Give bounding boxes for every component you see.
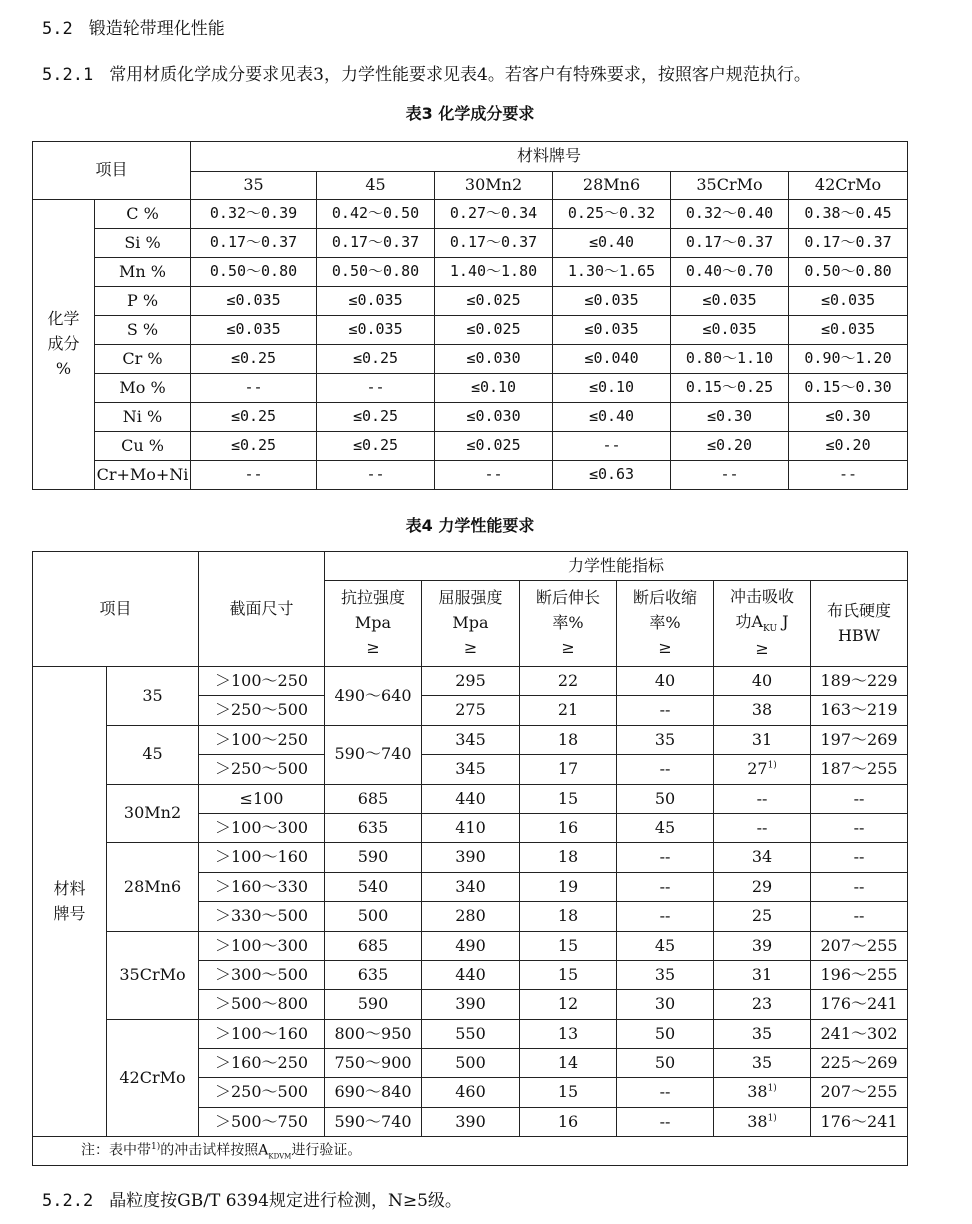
table4-reduction: -- — [617, 902, 714, 931]
table3-row — [33, 229, 908, 258]
table4-col-header-line: 断后收缩 — [633, 588, 698, 608]
table4-yield: 340 — [422, 872, 520, 901]
table3-grade-header: 35 — [191, 172, 317, 200]
table3-cell: -- — [553, 432, 671, 461]
table3-cell: 0.90～1.20 — [789, 345, 908, 374]
table4-tensile: 690～840 — [325, 1078, 422, 1107]
table4-col-header — [422, 581, 520, 667]
table3-cell: ≤0.25 — [191, 403, 317, 432]
table4-yield: 550 — [422, 1019, 520, 1048]
table4-elongation: 18 — [520, 843, 617, 872]
table3-element: S % — [95, 316, 191, 345]
table4-elongation: 19 — [520, 872, 617, 901]
section-title: 锻造轮带理化性能 — [88, 19, 225, 39]
table3-cell: 0.15～0.30 — [789, 374, 908, 403]
table3-cell: ≤0.030 — [435, 403, 553, 432]
table4-col-header-line: HBW — [837, 625, 881, 645]
table3-row — [33, 258, 908, 287]
table3-grade-header: 35CrMo — [671, 172, 789, 200]
clause-number: 5.2.2 — [42, 1191, 94, 1211]
table4-reduction: 45 — [617, 931, 714, 960]
table3-element: Cr % — [95, 345, 191, 374]
impact-value: 34 — [751, 847, 773, 867]
note-end: 进行验证。 — [291, 1142, 362, 1159]
table3-cell: ≤0.035 — [317, 316, 435, 345]
table3-row — [33, 432, 908, 461]
table3-row — [33, 374, 908, 403]
table4-elongation: 12 — [520, 990, 617, 1019]
unit-label: 功A — [735, 611, 764, 631]
table3-cell: 0.15～0.25 — [671, 374, 789, 403]
table3-cell: 0.40～0.70 — [671, 258, 789, 287]
table3-cell: -- — [789, 461, 908, 490]
table3-cell: 0.25～0.32 — [553, 200, 671, 229]
table4-reduction: -- — [617, 1078, 714, 1107]
table4-reduction: 35 — [617, 725, 714, 754]
table4-size: ＞100～160 — [199, 843, 325, 872]
table4-col-header — [714, 581, 811, 667]
table3-cell: -- — [191, 374, 317, 403]
table3-cell: -- — [317, 461, 435, 490]
note-subscript: KDVM — [268, 1152, 292, 1161]
table4-elongation: 18 — [520, 902, 617, 931]
table4-col-header-line: Mpa — [452, 613, 489, 633]
table4-elongation: 22 — [520, 667, 617, 696]
table4-col-header — [325, 581, 422, 667]
table4-size: ＞250～500 — [199, 755, 325, 784]
table4-grade: 28Mn6 — [107, 843, 199, 931]
table4-yield: 390 — [422, 1107, 520, 1136]
table4-col-header — [811, 581, 908, 667]
table4-col-header-line: ≥ — [658, 637, 672, 657]
table4-size: ＞300～500 — [199, 960, 325, 989]
table4-elongation: 15 — [520, 931, 617, 960]
table4-size: ＞100～300 — [199, 931, 325, 960]
table3-grade-header: 30Mn2 — [435, 172, 553, 200]
table4-row — [33, 667, 908, 696]
clause-text: 常用材质化学成分要求见表3，力学性能要求见表4。若客户有特殊要求，按照客户规范执行。 — [109, 65, 811, 85]
table3-cell: ≤0.30 — [671, 403, 789, 432]
table4-yield: 460 — [422, 1078, 520, 1107]
table3-cell: ≤0.20 — [671, 432, 789, 461]
table4-impact — [714, 990, 811, 1019]
table4-reduction: 50 — [617, 784, 714, 813]
table3-cell: ≤0.25 — [317, 432, 435, 461]
table4-impact — [714, 1078, 811, 1107]
table3-cell: ≤0.035 — [191, 287, 317, 316]
footnote-mark: 1) — [767, 760, 777, 771]
table4-reduction: 30 — [617, 990, 714, 1019]
table4-tensile: 750～900 — [325, 1049, 422, 1078]
impact-value: 23 — [751, 994, 773, 1014]
table4-tensile: 685 — [325, 784, 422, 813]
table3-element: Ni % — [95, 403, 191, 432]
table4-hardness: -- — [811, 902, 908, 931]
table4-reduction: 50 — [617, 1049, 714, 1078]
table3-cell: ≤0.035 — [789, 287, 908, 316]
table4-impact — [714, 960, 811, 989]
table4-impact — [714, 902, 811, 931]
table4-elongation: 15 — [520, 784, 617, 813]
table4-impact — [714, 1049, 811, 1078]
table4-hardness: 176～241 — [811, 1107, 908, 1136]
table3-cell: 0.50～0.80 — [317, 258, 435, 287]
table3-cell: 0.17～0.37 — [191, 229, 317, 258]
table4-hardness: 207～255 — [811, 931, 908, 960]
table3-element: C % — [95, 200, 191, 229]
table4-yield: 440 — [422, 960, 520, 989]
table4-yield: 410 — [422, 813, 520, 842]
unit-subscript: KU — [763, 624, 778, 635]
table4-size: ＞250～500 — [199, 696, 325, 725]
table4-impact — [714, 725, 811, 754]
table3-cell: ≤0.035 — [191, 316, 317, 345]
table3-element: Cu % — [95, 432, 191, 461]
table4-col-header — [617, 581, 714, 667]
table4-impact — [714, 755, 811, 784]
table4-hardness: -- — [811, 813, 908, 842]
table3-cell: 0.42～0.50 — [317, 200, 435, 229]
table4-impact — [714, 843, 811, 872]
table3-element: Si % — [95, 229, 191, 258]
table4-impact — [714, 931, 811, 960]
table4-size: ＞330～500 — [199, 902, 325, 931]
table4-tensile: 540 — [325, 872, 422, 901]
table3-cell: ≤0.10 — [435, 374, 553, 403]
table3-cell: ≤0.025 — [435, 316, 553, 345]
table3-row — [33, 316, 908, 345]
table3-row — [33, 345, 908, 374]
table4-impact — [714, 1107, 811, 1136]
chemical-composition-table — [32, 141, 908, 490]
footnote-mark: 1) — [767, 1084, 777, 1095]
table4-elongation: 18 — [520, 725, 617, 754]
table4-size: ＞100～300 — [199, 813, 325, 842]
table4-grade: 35 — [107, 667, 199, 726]
table3-cell: 0.17～0.37 — [789, 229, 908, 258]
impact-value: -- — [756, 788, 768, 808]
table4-col-header — [520, 581, 617, 667]
table4-col-header-line: Mpa — [354, 613, 392, 633]
table3-cell: 0.50～0.80 — [789, 258, 908, 287]
table4-grade: 35CrMo — [107, 931, 199, 1019]
table4-col-header-line: ≥ — [366, 637, 380, 657]
impact-value: 39 — [751, 935, 773, 955]
table3-row — [33, 287, 908, 316]
table3-cell: ≤0.63 — [553, 461, 671, 490]
table4-impact — [714, 872, 811, 901]
table3-group-label-line: 化学 — [47, 309, 80, 329]
table3-cell: ≤0.20 — [789, 432, 908, 461]
table4-tensile: 635 — [325, 813, 422, 842]
table4-elongation: 14 — [520, 1049, 617, 1078]
table4-impact — [714, 784, 811, 813]
table4-size: ＞250～500 — [199, 1078, 325, 1107]
impact-value: 40 — [751, 671, 773, 690]
table4-col-header-line: 断后伸长 — [536, 588, 601, 608]
section-number: 5.2 — [42, 19, 73, 39]
table4-col-header-line: 率% — [649, 613, 681, 633]
table4-grade: 45 — [107, 725, 199, 784]
table4-col-header-line: 布氏硬度 — [827, 600, 892, 620]
table4-hardness: 197～269 — [811, 725, 908, 754]
table3-cell: ≤0.30 — [789, 403, 908, 432]
table3-cell: 1.40～1.80 — [435, 258, 553, 287]
table4-elongation: 15 — [520, 1078, 617, 1107]
table4-hardness: 176～241 — [811, 990, 908, 1019]
clause-number: 5.2.1 — [42, 65, 94, 85]
impact-value: 29 — [751, 876, 773, 896]
impact-value: 38 — [751, 700, 773, 720]
table4-col-header-line: 冲击吸收 — [730, 587, 795, 607]
table4-size: ＞160～330 — [199, 872, 325, 901]
table3-grade-header: 28Mn6 — [553, 172, 671, 200]
impact-value: 31 — [751, 964, 773, 984]
table4-row — [33, 725, 908, 754]
impact-value: 27 — [747, 759, 768, 779]
table4-size: ＞100～250 — [199, 667, 325, 696]
table3-element: Mo % — [95, 374, 191, 403]
table3-cell: ≤0.025 — [435, 432, 553, 461]
table4-yield: 280 — [422, 902, 520, 931]
table4-impact — [714, 1019, 811, 1048]
impact-value: 25 — [751, 906, 773, 926]
table4-section-header: 截面尺寸 — [199, 552, 325, 667]
table4-note — [33, 1137, 908, 1166]
table4-tensile: 500 — [325, 902, 422, 931]
table4-size: ≤100 — [199, 784, 325, 813]
table3-cell: 0.17～0.37 — [317, 229, 435, 258]
clause-text: 晶粒度按GB/T 6394规定进行检测，N≥5级。 — [109, 1191, 462, 1211]
footnote-mark: 1) — [767, 1113, 777, 1124]
section-heading — [42, 14, 225, 39]
table3-cell: ≤0.035 — [671, 287, 789, 316]
clause-5-2-2 — [42, 1186, 462, 1211]
impact-value: 38 — [747, 1082, 768, 1102]
impact-value: -- — [756, 817, 768, 837]
table3-cell: 0.17～0.37 — [435, 229, 553, 258]
table4-reduction: -- — [617, 755, 714, 784]
table4-hardness: 241～302 — [811, 1019, 908, 1048]
table3-item-header: 项目 — [33, 142, 191, 200]
table4-impact — [714, 813, 811, 842]
table4-elongation: 21 — [520, 696, 617, 725]
table3-cell: 0.17～0.37 — [671, 229, 789, 258]
table3-cell: ≤0.030 — [435, 345, 553, 374]
table3-cell: ≤0.10 — [553, 374, 671, 403]
table4-reduction: -- — [617, 843, 714, 872]
table4-yield: 295 — [422, 667, 520, 696]
table3-row — [33, 461, 908, 490]
table4-tensile: 590～740 — [325, 725, 422, 784]
table4-yield: 390 — [422, 990, 520, 1019]
table4-hardness: 225～269 — [811, 1049, 908, 1078]
table4-group-label-line: 材料 — [53, 878, 86, 898]
clause-5-2-1 — [42, 60, 811, 85]
table3-cell: 0.32～0.39 — [191, 200, 317, 229]
table3-element: Cr+Mo+Ni — [95, 461, 191, 490]
impact-value: 35 — [751, 1053, 773, 1073]
note-symbol: A — [258, 1142, 269, 1159]
table4-elongation: 16 — [520, 1107, 617, 1136]
table3-cell: -- — [671, 461, 789, 490]
table4-tensile: 800～950 — [325, 1019, 422, 1048]
table3-row — [33, 403, 908, 432]
table3-material-header: 材料牌号 — [191, 142, 908, 172]
table4-elongation: 13 — [520, 1019, 617, 1048]
table4-hardness: 163～219 — [811, 696, 908, 725]
note-post: 的冲击试样按照 — [160, 1142, 259, 1159]
table3-cell: ≤0.25 — [317, 345, 435, 374]
table4-props-header: 力学性能指标 — [325, 552, 908, 581]
table4-reduction: 40 — [617, 667, 714, 696]
table4-size: ＞100～250 — [199, 725, 325, 754]
impact-value: 35 — [751, 1023, 773, 1043]
table4-size: ＞160～250 — [199, 1049, 325, 1078]
table4-yield: 490 — [422, 931, 520, 960]
table3-cell: ≤0.035 — [553, 316, 671, 345]
table4-hardness: -- — [811, 872, 908, 901]
table3-cell: -- — [317, 374, 435, 403]
table3-caption: 表3 化学成分要求 — [405, 104, 535, 123]
table4-reduction: -- — [617, 696, 714, 725]
table3-cell: ≤0.25 — [191, 345, 317, 374]
table4-elongation: 17 — [520, 755, 617, 784]
table4-col-header-line: ≥ — [561, 637, 575, 657]
table4-row — [33, 1019, 908, 1048]
table3-cell: -- — [191, 461, 317, 490]
table4-caption: 表4 力学性能要求 — [405, 516, 535, 535]
table4-hardness: 196～255 — [811, 960, 908, 989]
table3-grade-header: 45 — [317, 172, 435, 200]
table4-tensile: 490～640 — [325, 667, 422, 726]
table4-hardness: 187～255 — [811, 755, 908, 784]
table3-cell: 1.30～1.65 — [553, 258, 671, 287]
table3-cell: 0.80～1.10 — [671, 345, 789, 374]
table4-yield: 275 — [422, 696, 520, 725]
table4-col-header-line: ≥ — [463, 637, 478, 657]
mechanical-properties-table — [32, 551, 908, 1166]
table4-yield: 440 — [422, 784, 520, 813]
table3-cell: ≤0.040 — [553, 345, 671, 374]
table3-grade-header: 42CrMo — [789, 172, 908, 200]
table3-group-label-line: 成分 — [47, 334, 80, 354]
table4-yield: 345 — [422, 755, 520, 784]
table4-row — [33, 784, 908, 813]
table4-reduction: 50 — [617, 1019, 714, 1048]
table4-col-header-line — [714, 610, 810, 637]
table4-col-header-line: 抗拉强度 — [341, 588, 406, 608]
table4-reduction: -- — [617, 872, 714, 901]
table4-tensile: 590 — [325, 843, 422, 872]
table4-hardness: 189～229 — [811, 667, 908, 696]
table3-cell: 0.38～0.45 — [789, 200, 908, 229]
table3-cell: ≤0.40 — [553, 229, 671, 258]
table3-cell: ≤0.035 — [671, 316, 789, 345]
table4-reduction: -- — [617, 1107, 714, 1136]
table4-tensile: 685 — [325, 931, 422, 960]
table4-tensile: 635 — [325, 960, 422, 989]
table3-cell: -- — [435, 461, 553, 490]
impact-value: 38 — [747, 1111, 768, 1131]
table4-row — [33, 843, 908, 872]
table3-row — [33, 200, 908, 229]
table4-reduction: 35 — [617, 960, 714, 989]
table3-cell: 0.27～0.34 — [435, 200, 553, 229]
table4-hardness: -- — [811, 843, 908, 872]
table4-yield: 345 — [422, 725, 520, 754]
table4-col-header-line: 率% — [552, 613, 584, 633]
table3-group-label — [33, 200, 95, 490]
table3-cell: ≤0.035 — [317, 287, 435, 316]
table4-tensile: 590 — [325, 990, 422, 1019]
table4-col-header-line: ≥ — [755, 639, 769, 659]
table4-group-label — [33, 667, 107, 1137]
impact-value: 31 — [751, 729, 773, 749]
note-pre: 注：表中带 — [81, 1142, 151, 1159]
table3-cell: ≤0.25 — [191, 432, 317, 461]
table3-group-label-line: % — [55, 358, 72, 378]
table4-yield: 390 — [422, 843, 520, 872]
table4-size: ＞500～800 — [199, 990, 325, 1019]
table4-row — [33, 931, 908, 960]
table4-size: ＞100～160 — [199, 1019, 325, 1048]
table4-elongation: 15 — [520, 960, 617, 989]
table3-cell: 0.50～0.80 — [191, 258, 317, 287]
table3-element: Mn % — [95, 258, 191, 287]
table4-hardness: 207～255 — [811, 1078, 908, 1107]
table4-group-label-line: 牌号 — [53, 903, 86, 923]
table3-cell: ≤0.025 — [435, 287, 553, 316]
table4-size: ＞500～750 — [199, 1107, 325, 1136]
table3-cell: ≤0.035 — [553, 287, 671, 316]
table4-impact — [714, 696, 811, 725]
table3-cell: ≤0.25 — [317, 403, 435, 432]
table4-elongation: 16 — [520, 813, 617, 842]
table4-col-header-line: 屈服强度 — [438, 588, 503, 608]
table3-cell: 0.32～0.40 — [671, 200, 789, 229]
table4-yield: 500 — [422, 1049, 520, 1078]
table4-impact — [714, 667, 811, 696]
table4-tensile: 590～740 — [325, 1107, 422, 1136]
footnote-mark: 1) — [151, 1142, 161, 1152]
table4-grade: 30Mn2 — [107, 784, 199, 843]
table3-cell: ≤0.035 — [789, 316, 908, 345]
table3-element: P % — [95, 287, 191, 316]
table4-reduction: 45 — [617, 813, 714, 842]
table4-grade: 42CrMo — [107, 1019, 199, 1137]
table3-cell: ≤0.40 — [553, 403, 671, 432]
unit-joule: J — [777, 611, 789, 631]
table4-hardness: -- — [811, 784, 908, 813]
table4-item-header: 项目 — [33, 552, 199, 667]
